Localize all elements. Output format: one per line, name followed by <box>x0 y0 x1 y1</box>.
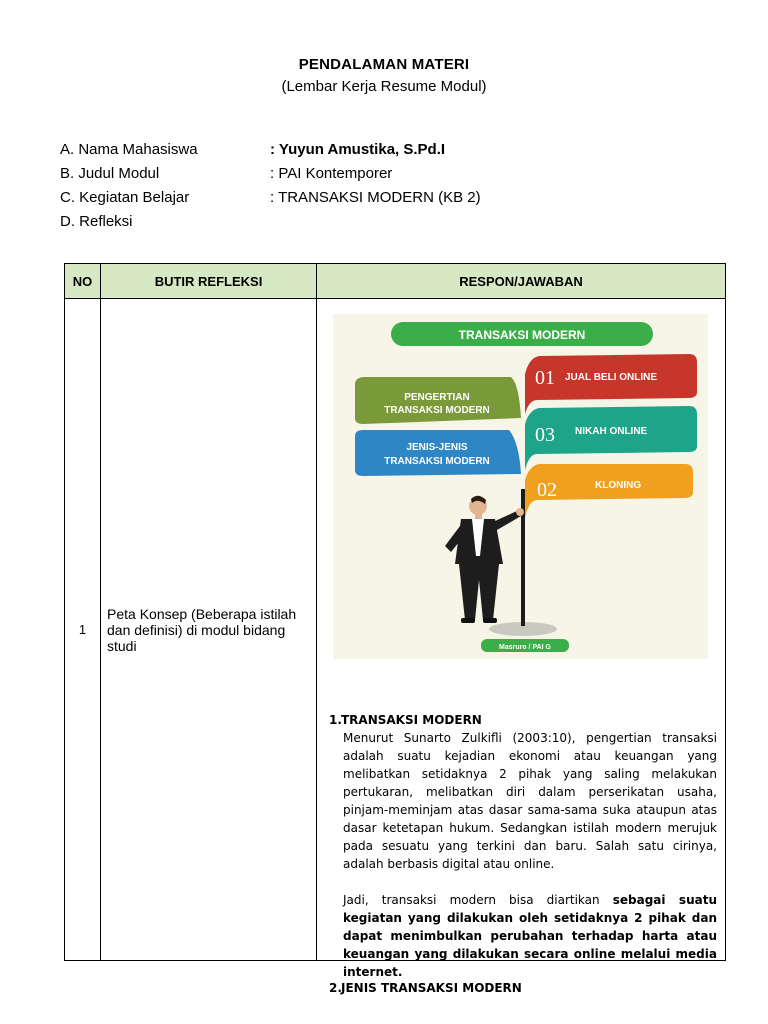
sign-jenis-line1: JENIS-JENIS <box>406 442 468 453</box>
sign-jual-beli-label: JUAL BELI ONLINE <box>565 372 658 383</box>
meta-value: : PAI Kontemporer <box>270 165 393 182</box>
sign-jual-beli-number: 01 <box>535 367 555 389</box>
banner-label: TRANSAKSI MODERN <box>458 328 586 342</box>
meta-label: B. Judul Modul <box>60 165 160 182</box>
section-transaksi-modern <box>329 711 717 981</box>
sign-nikah-number: 03 <box>535 424 555 446</box>
header-no: NO <box>65 264 101 299</box>
sign-kloning-label: KLONING <box>595 480 642 491</box>
header-butir: BUTIR REFLEKSI <box>101 264 317 299</box>
page-title: PENDALAMAN MATERI <box>298 56 470 73</box>
table-row <box>65 299 726 961</box>
sign-pengertian-line1: PENGERTIAN <box>404 392 470 403</box>
table-header-row <box>65 264 726 299</box>
header-respon: RESPON/JAWABAN <box>317 264 726 299</box>
sign-pengertian-line2: TRANSAKSI MODERN <box>384 405 490 416</box>
page-subtitle: (Lembar Kerja Resume Modul) <box>281 78 487 95</box>
meta-label: D. Refleksi <box>60 213 133 230</box>
section-jenis-transaksi <box>329 979 717 997</box>
section-heading: 2.JENIS TRANSAKSI MODERN <box>329 981 522 995</box>
meta-value: : Yuyun Amustika, S.Pd.I <box>270 141 446 158</box>
meta-row-nama <box>60 138 481 162</box>
credit-label: Masruro / PAI G <box>499 644 551 651</box>
meta-info <box>60 138 481 234</box>
butir-text: Peta Konsep (Beberapa istilah dan definisi) di modul bidang studi <box>101 299 317 961</box>
section-heading: 1.TRANSAKSI MODERN <box>329 713 482 727</box>
section-paragraph: Menurut Sunarto Zulkifli (2003:10), pengertian transaksi adalah suatu kejadian ekonomi atau keuangan yang melibatkan setidaknya 2 pihak yang saling melakukan pertukaran, melibatkan diri dalam perserikatan usaha, pinjam-meminjam atas dasar sama-sama suka ataupun atas dasar ketetapan hukum. Sedangkan istilah modern merujuk pada sesuatu yang terkini dan baru. Salah satu cirinya, adalah berbasis digital atau online. <box>343 731 717 871</box>
meta-label: C. Kegiatan Belajar <box>60 189 190 206</box>
sign-kloning-number: 02 <box>537 479 557 501</box>
meta-label: A. Nama Mahasiswa <box>60 141 198 158</box>
meta-row-judul <box>60 162 481 186</box>
sign-jenis <box>355 430 521 476</box>
sign-jenis-line2: TRANSAKSI MODERN <box>384 456 490 467</box>
meta-row-kegiatan <box>60 186 481 210</box>
row-number: 1 <box>65 299 101 961</box>
meta-row-refleksi <box>60 210 481 234</box>
section-conclusion: Jadi, transaksi modern bisa diartikan sebagai suatu kegiatan yang dilakukan oleh setidaknya 2 pihak dan dapat menimbulkan perubahan terhadap harta atau keuangan yang dilakukan secara online melalui media internet. <box>343 893 717 979</box>
sign-nikah-label: NIKAH ONLINE <box>575 426 648 437</box>
refleksi-table <box>64 263 726 995</box>
response-cell <box>317 299 726 995</box>
meta-value: : TRANSAKSI MODERN (KB 2) <box>270 189 481 206</box>
concept-map-illustration <box>333 314 708 659</box>
